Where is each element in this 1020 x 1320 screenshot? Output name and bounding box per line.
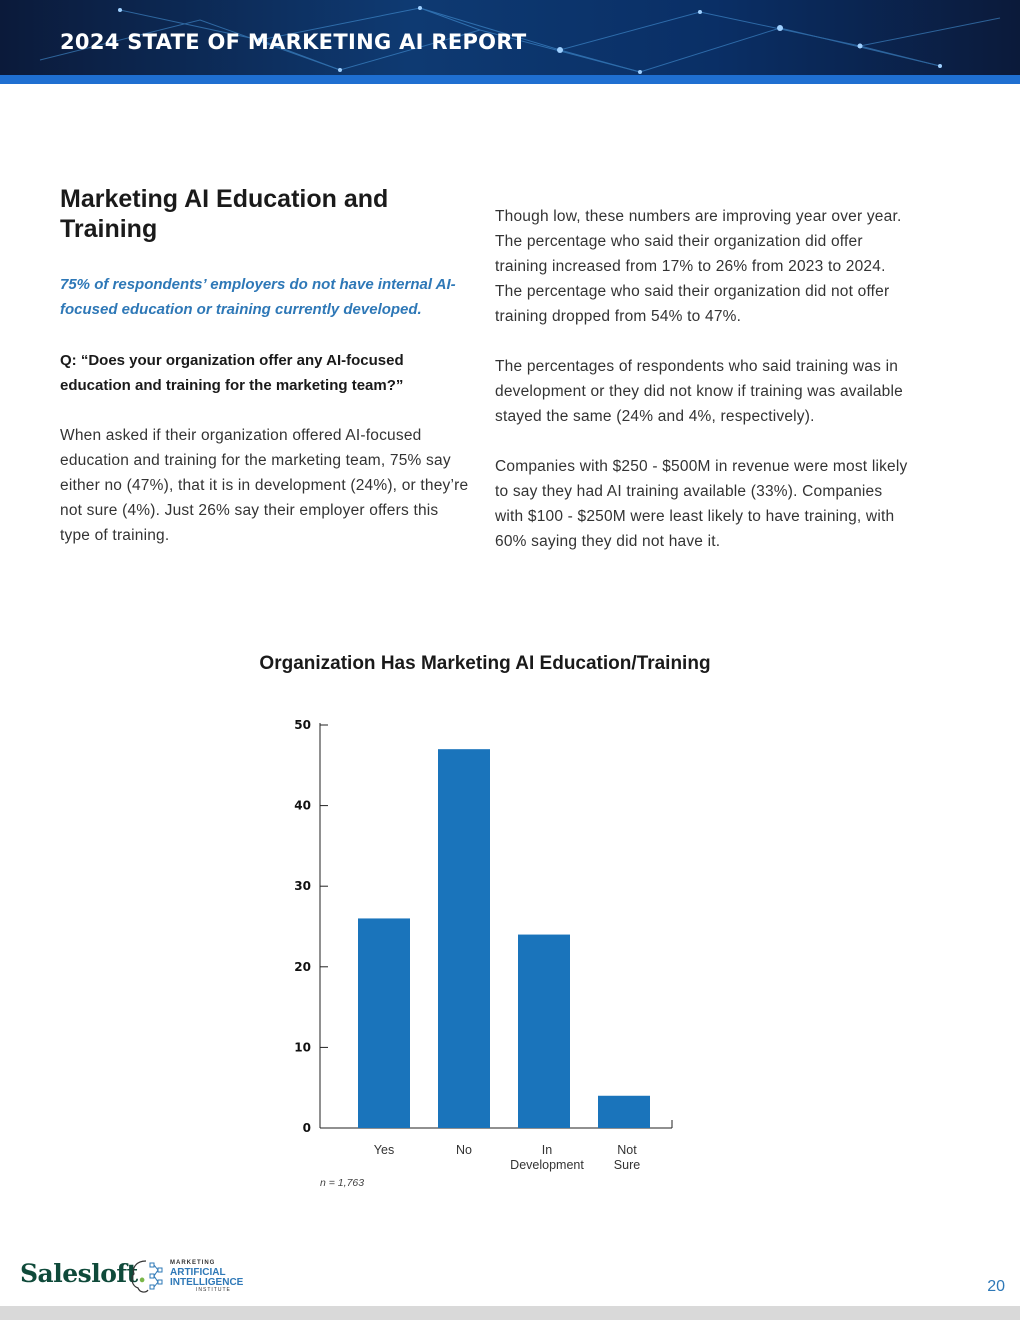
bar-no (438, 749, 490, 1128)
report-header (0, 0, 1020, 84)
x-tick-label: Not (617, 1143, 637, 1157)
y-tick-label: 40 (294, 798, 311, 813)
y-tick-label: 50 (294, 718, 311, 732)
x-tick-label: No (456, 1143, 472, 1157)
y-tick-label: 10 (294, 1040, 311, 1055)
chart-title: Organization Has Marketing AI Education/Training (259, 653, 711, 674)
salesloft-logo-dot: . (137, 1259, 146, 1288)
report-title: 2024 STATE OF MARKETING AI REPORT (60, 30, 527, 54)
maii-logo-line4: INSTITUTE (196, 1287, 231, 1293)
body-paragraph: The percentages of respondents who said training was in development or they did not know if training was available stayed the same (24% and 4%, respectively). (495, 358, 903, 425)
header-accent-bar (0, 75, 1020, 84)
bar-yes (358, 918, 410, 1128)
key-finding: 75% of respondents’ employers do not have internal AI-focused education or training currently developed. (60, 276, 456, 318)
y-tick-label: 0 (302, 1121, 311, 1135)
bar-chart (0, 700, 1020, 1200)
brain-circuit-icon (128, 1258, 168, 1294)
section-heading: Marketing AI Education and Training (60, 185, 389, 243)
x-tick-label: Development (510, 1158, 584, 1172)
salesloft-logo-text: Salesloft (20, 1259, 138, 1288)
x-tick-label: In (541, 1143, 553, 1157)
maii-logo-line2: ARTIFICIAL (170, 1267, 226, 1278)
survey-question: Q: “Does your organization offer any AI-focused education and training for the marketing team?” (60, 352, 404, 394)
bar-in-development (518, 935, 570, 1128)
y-tick-label: 20 (294, 959, 311, 974)
body-paragraph: Companies with $250 - $500M in revenue were most likely to say they had AI training available (33%). Companies with $100 - $250M were least likely to have training, with 60% saying they did not have it. (495, 458, 908, 550)
maii-logo (128, 1258, 244, 1299)
maii-logo-line3: INTELLIGENCE (170, 1277, 244, 1288)
maii-logo-line1: MARKETING (170, 1260, 216, 1266)
right-column (495, 204, 915, 579)
left-column (60, 184, 470, 548)
x-tick-label: Yes (373, 1143, 395, 1157)
body-paragraph: When asked if their organization offered AI-focused education and training for the marketing team, 75% say either no (47%), that it is in development (24%), or they’re not sure (4%). Just 26% say their employer offers this type of training. (60, 427, 469, 544)
footer-bar (0, 1306, 1020, 1320)
y-tick-label: 30 (294, 879, 311, 894)
sample-size-note: n = 1,763 (320, 1177, 365, 1189)
x-tick-label: Sure (613, 1158, 641, 1172)
bar-not-sure (598, 1096, 650, 1128)
body-paragraph: Though low, these numbers are improving year over year. The percentage who said their organization did offer training increased from 17% to 26% from 2023 to 2024. The percentage who said their organization did not offer training dropped from 54% to 47%. (495, 208, 902, 325)
page-number: 20 (987, 1278, 1005, 1295)
